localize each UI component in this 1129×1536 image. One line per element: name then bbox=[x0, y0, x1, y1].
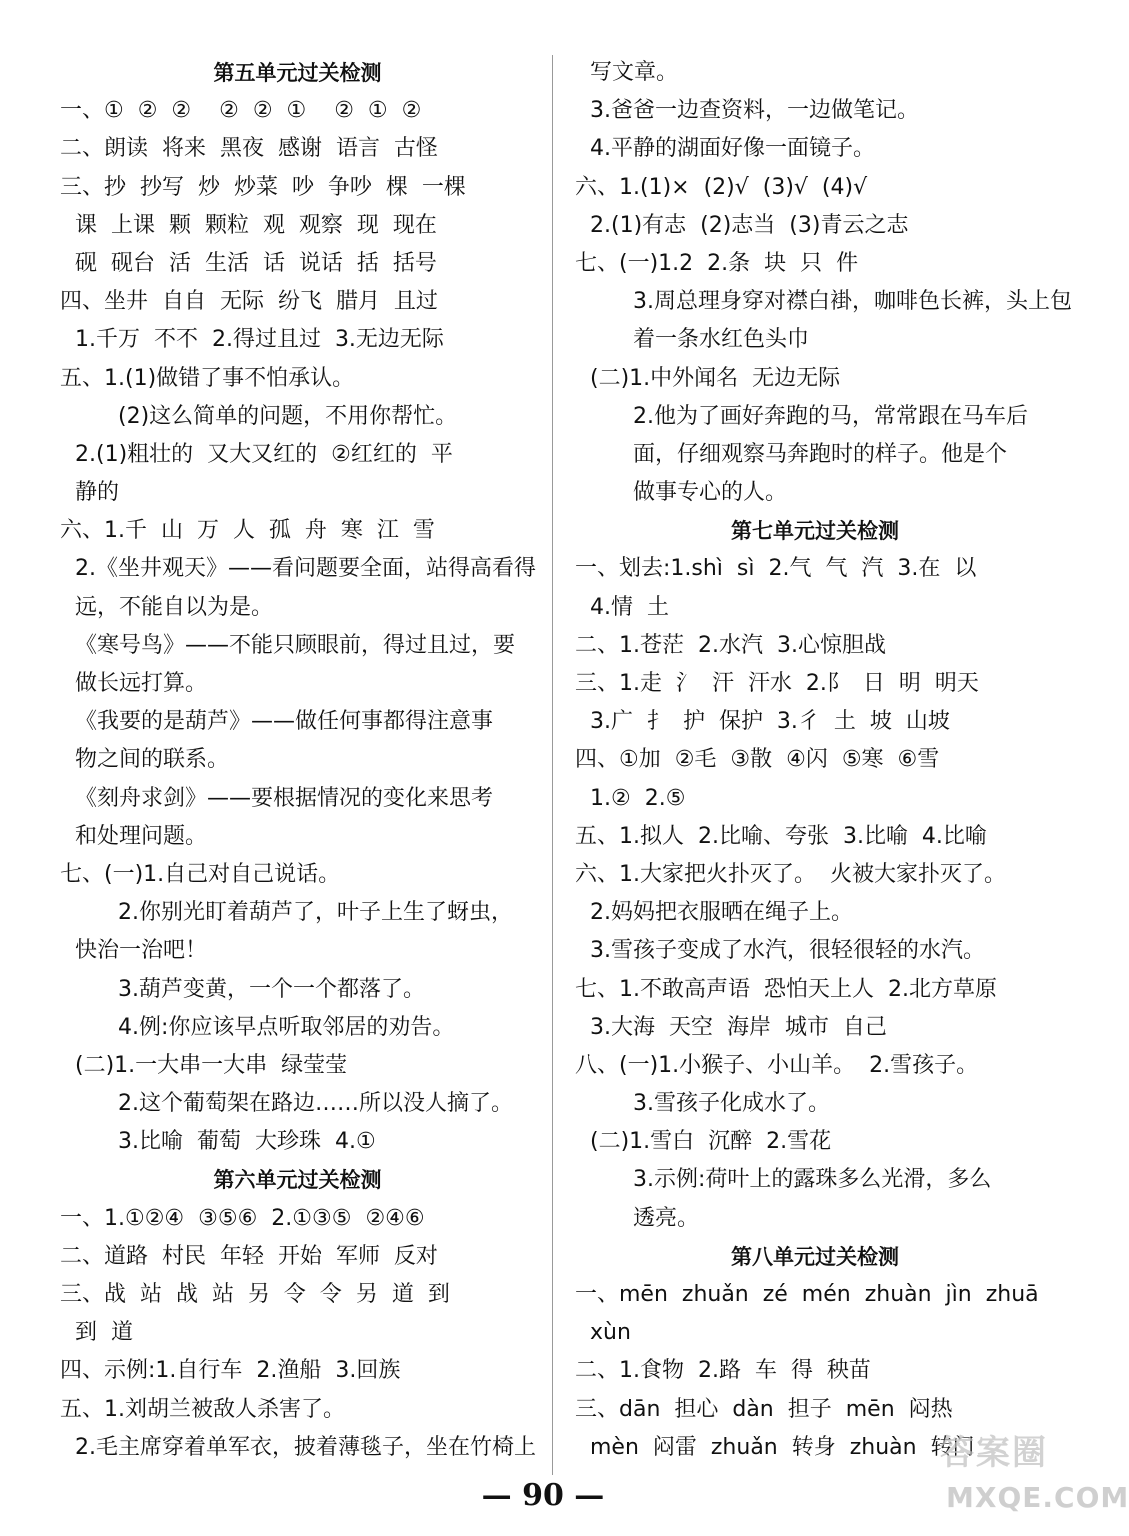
answer-line: 三、dān 担心 dàn 担子 mēn 闷热 bbox=[575, 1396, 953, 1422]
answer-line: 3.周总理身穿对襟白褂，咖啡色长裤，头上包 bbox=[633, 289, 1072, 315]
answer-line: 五、1.(1)做错了事不怕承认。 bbox=[60, 365, 355, 391]
answer-line: 三、抄 抄写 炒 炒菜 吵 争吵 棵 一棵 bbox=[60, 174, 466, 200]
answer-line: 七、(一)1.自己对自己说话。 bbox=[60, 861, 341, 887]
answer-line: 四、①加 ②毛 ③散 ④闪 ⑤寒 ⑥雪 bbox=[575, 747, 940, 773]
right-column bbox=[575, 54, 1072, 1467]
answer-line: 七、1.不敢高声语 恐怕天上人 2.北方草原 bbox=[575, 976, 997, 1002]
answer-line: 和处理问题。 bbox=[75, 823, 208, 849]
answer-line: 砚 砚台 活 生活 话 说话 括 括号 bbox=[75, 250, 437, 276]
page-number: — 90 — bbox=[481, 1478, 605, 1513]
answer-line: 4.例:你应该早点听取邻居的劝告。 bbox=[118, 1014, 455, 1040]
answer-line: 写文章。 bbox=[590, 60, 679, 85]
answer-line: 六、1.千 山 万 人 孤 舟 寒 江 雪 bbox=[60, 518, 435, 544]
answer-line: 3.大海 天空 海岸 城市 自己 bbox=[590, 1014, 887, 1040]
answer-line: 1.② 2.⑤ bbox=[590, 785, 686, 811]
answer-line: 《我要的是葫芦》——做任何事都得注意事 bbox=[75, 709, 494, 735]
answer-line: 面，仔细观察马奔跑时的样子。他是个 bbox=[633, 441, 1008, 467]
watermark-logo bbox=[940, 1425, 1129, 1525]
answer-line: 4.平静的湖面好像一面镜子。 bbox=[590, 136, 875, 162]
answer-line: 三、1.走 氵 汗 汗水 2.阝 日 明 明天 bbox=[575, 671, 979, 696]
answer-line: 3.雪孩子变成了水汽，很轻很轻的水汽。 bbox=[590, 938, 985, 964]
answer-line: 物之间的联系。 bbox=[75, 747, 230, 773]
answer-line: 3.示例:荷叶上的露珠多么光滑，多么 bbox=[633, 1167, 992, 1193]
answer-line: 二、1.食物 2.路 车 得 秧苗 bbox=[575, 1358, 871, 1384]
answer-line: 二、1.苍茫 2.水汽 3.心惊胆战 bbox=[575, 632, 886, 658]
answer-line: 五、1.拟人 2.比喻、夸张 3.比喻 4.比喻 bbox=[575, 823, 987, 849]
answer-line: 3.爸爸一边查资料，一边做笔记。 bbox=[590, 98, 919, 124]
answer-line: 一、mēn zhuǎn zé mén zhuàn jìn zhuā bbox=[575, 1282, 1039, 1307]
answer-line: 做长远打算。 bbox=[75, 671, 208, 696]
column-divider bbox=[552, 55, 553, 1475]
answer-line: 3.雪孩子化成水了。 bbox=[633, 1091, 830, 1117]
answer-line: xùn bbox=[590, 1320, 631, 1346]
answer-line: 3.葫芦变黄，一个一个都落了。 bbox=[118, 976, 425, 1002]
answer-line: 四、示例:1.自行车 2.渔船 3.回族 bbox=[60, 1358, 401, 1384]
answer-line: 快治一治吧！ bbox=[75, 938, 208, 964]
answer-line: 《刻舟求剑》——要根据情况的变化来思考 bbox=[75, 785, 494, 811]
answer-line: (2)这么简单的问题，不用你帮忙。 bbox=[118, 403, 458, 429]
answer-line: 三、战 站 战 站 另 令 令 另 道 到 bbox=[60, 1282, 450, 1307]
answer-line: 3.比喻 葡萄 大珍珠 4.① bbox=[118, 1129, 376, 1155]
answer-line: 2.妈妈把衣服晒在绳子上。 bbox=[590, 900, 853, 926]
answer-line: (二)1.一大串一大串 绿莹莹 bbox=[75, 1052, 348, 1078]
answer-line: 一、划去:1.shì sì 2.气 气 汽 3.在 以 bbox=[575, 556, 977, 582]
answer-line: (二)1.雪白 沉醉 2.雪花 bbox=[590, 1129, 832, 1155]
answer-line: 到 道 bbox=[75, 1320, 133, 1346]
answer-line: 着一条水红色头巾 bbox=[633, 327, 810, 353]
answer-line: 透亮。 bbox=[633, 1205, 700, 1231]
answer-line: 五、1.刘胡兰被敌人杀害了。 bbox=[60, 1396, 345, 1422]
answer-line: 2.他为了画好奔跑的马，常常跟在马车后 bbox=[633, 403, 1028, 429]
answer-line: 六、1.大家把火扑灭了。 火被大家扑灭了。 bbox=[575, 861, 1006, 887]
answer-line: 一、① ② ② ② ② ① ② ① ② bbox=[60, 98, 422, 124]
answer-line: 2.你别光盯着葫芦了，叶子上生了蚜虫， bbox=[118, 900, 513, 926]
answer-line: 2.(1)有志 (2)志当 (3)青云之志 bbox=[590, 212, 909, 238]
answer-line: 四、坐井 自自 无际 纷飞 腊月 且过 bbox=[60, 289, 438, 315]
answer-line: 课 上课 颗 颗粒 观 观察 现 现在 bbox=[75, 212, 437, 238]
answer-line: 2.《坐井观天》——看问题要全面，站得高看得 bbox=[75, 556, 536, 582]
answer-line: 4.情 土 bbox=[590, 594, 669, 620]
answer-line: 1.千万 不不 2.得过且过 3.无边无际 bbox=[75, 327, 444, 353]
answer-line: 静的 bbox=[75, 480, 120, 506]
answer-line: 远，不能自以为是。 bbox=[75, 594, 274, 620]
section-heading: 第七单元过关检测 bbox=[731, 519, 899, 544]
answer-line: 二、道路 村民 年轻 开始 军师 反对 bbox=[60, 1243, 438, 1269]
section-heading: 第六单元过关检测 bbox=[213, 1168, 382, 1193]
answer-line: (二)1.中外闻名 无边无际 bbox=[590, 365, 841, 391]
answer-line: mèn 闷雷 zhuǎn 转身 zhuàn 转门 bbox=[590, 1434, 975, 1460]
section-heading: 第八单元过关检测 bbox=[731, 1244, 899, 1269]
watermark-site: MXQE.COM bbox=[946, 1481, 1129, 1514]
answer-line: 二、朗读 将来 黑夜 感谢 语言 古怪 bbox=[60, 136, 438, 162]
answer-line: 2.毛主席穿着单军衣，披着薄毯子，坐在竹椅上 bbox=[75, 1434, 536, 1460]
answer-line: 2.(1)粗壮的 又大又红的 ②红红的 平 bbox=[75, 441, 453, 467]
left-column bbox=[60, 54, 535, 1467]
answer-line: 2.这个葡萄架在路边……所以没人摘了。 bbox=[118, 1091, 513, 1117]
answer-line: 做事专心的人。 bbox=[633, 480, 788, 506]
answer-line: 《寒号鸟》——不能只顾眼前，得过且过，要 bbox=[75, 632, 516, 658]
answer-line: 一、1.①②④ ③⑤⑥ 2.①③⑤ ②④⑥ bbox=[60, 1205, 425, 1231]
answer-line: 八、(一)1.小猴子、小山羊。 2.雪孩子。 bbox=[575, 1052, 979, 1078]
answer-line: 六、1.(1)× (2)√ (3)√ (4)√ bbox=[575, 174, 868, 200]
answer-line: 3.广 扌 护 保护 3.彳 土 坡 山坡 bbox=[590, 709, 950, 735]
watermark-glyphs: 答案圈 bbox=[940, 1433, 1048, 1473]
section-heading: 第五单元过关检测 bbox=[213, 61, 382, 85]
answer-line: 七、(一)1.2 2.条 块 只 件 bbox=[575, 250, 859, 276]
